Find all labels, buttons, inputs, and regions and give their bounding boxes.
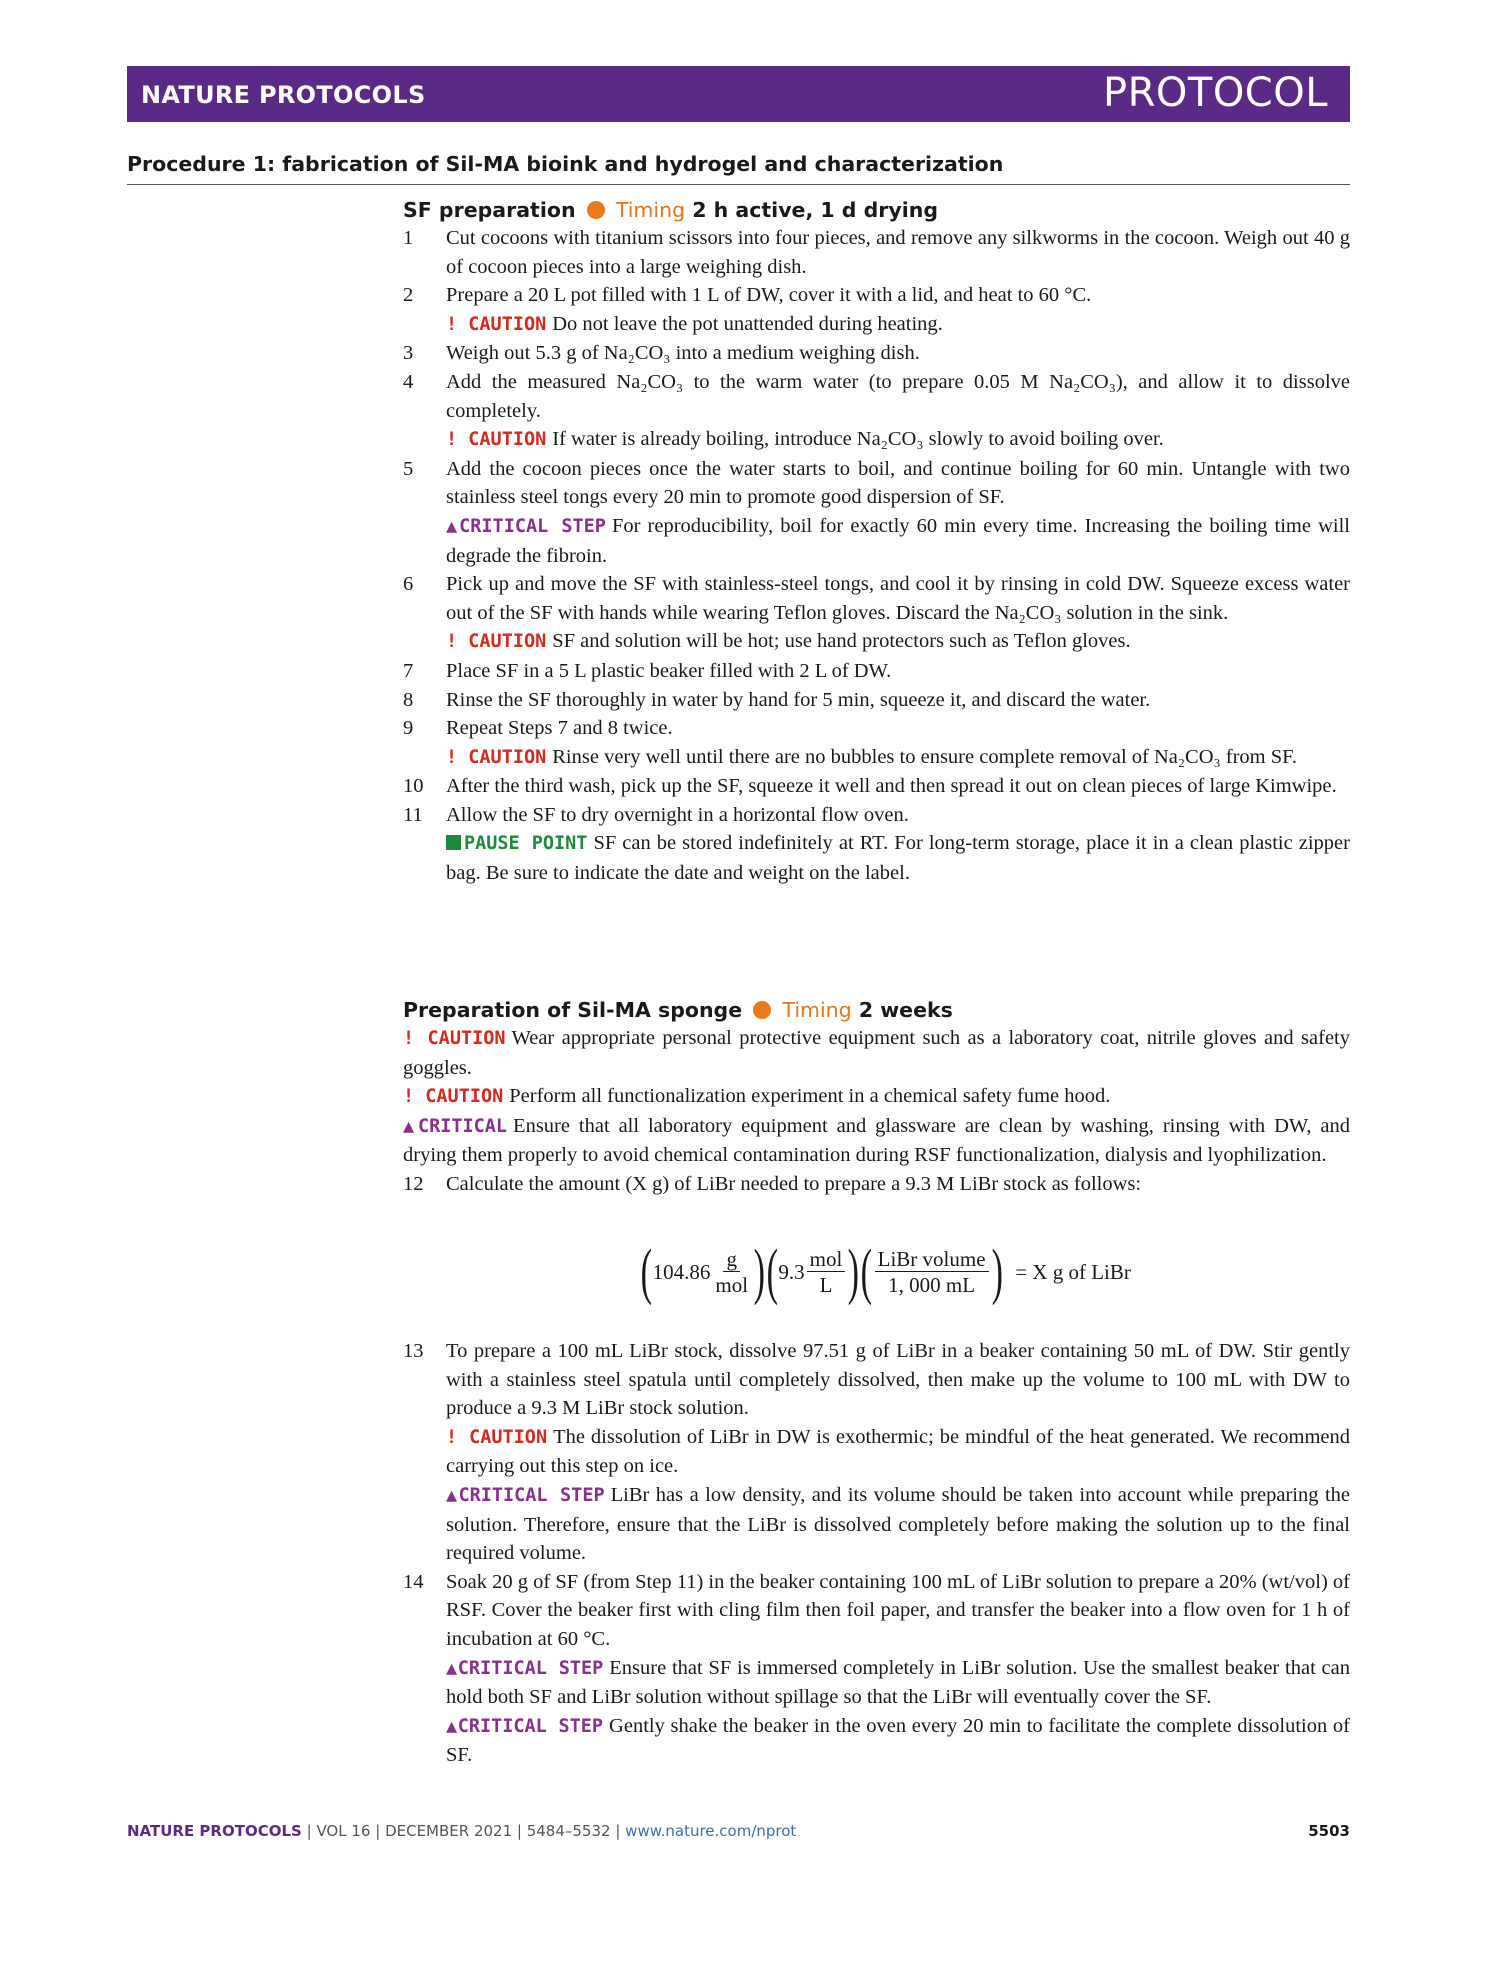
step-1: 1 Cut cocoons with titanium scissors into four pieces, and remove any silkworms in the cocoon. Weigh out 40 g of cocoon pieces into a large weighing dish.: [403, 227, 1350, 278]
caution-note: ! CAUTION SF and solution will be hot; use hand protectors such as Teflon gloves.: [446, 630, 1131, 653]
step-11: 11 Allow the SF to dry overnight in a horizontal flow oven. PAUSE POINT SF can be stored indefinitely at RT. For long-term storage, place it in a clean plastic zipper bag. Be sure to indicate the date and weight on the label.: [403, 801, 1350, 888]
step-6: 6 Pick up and move the SF with stainless-steel tongs, and cool it by rinsing in cold DW. Squeeze excess water out of the SF with hands while wearing Teflon gloves. Discard the Na₂CO₃ solution in the sink. ! CAUTION SF and solution will be hot; use hand protectors such as Teflon gloves.: [403, 570, 1350, 657]
critical-step-note: ▲CRITICAL STEP Ensure that SF is immersed completely in LiBr solution. Use the smallest beaker that can hold both SF and LiBr solution without spillage so that the LiBr will eventually cover the SF.: [446, 1656, 1350, 1709]
timing-dot-icon: [587, 201, 605, 219]
critical-step-note: ▲CRITICAL STEP Gently shake the beaker in the oven every 20 min to facilitate the complete dissolution of SF.: [446, 1714, 1351, 1767]
step-13: 13 To prepare a 100 mL LiBr stock, dissolve 97.51 g of LiBr in a beaker containing 50 mL of DW. Stir gently with a stainless steel spatula until completely dissolved, then make up the volume to 100 mL with DW to produce a 9.3 M LiBr stock solution. ! CAUTION The dissolution of LiBr in DW is exothermic; be mindful of the heat generated. We recommend carrying out this step on ice. ▲CRITICAL STEP LiBr has a low density, and its volume should be taken into account while preparing the solution. Therefore, ensure that the LiBr is dissolved completely before making the solution up to the final required volume.: [403, 1337, 1350, 1568]
critical-step-note: ▲CRITICAL STEP For reproducibility, boil for exactly 60 min every time. Increasing the boiling time will degrade the fibroin.: [446, 514, 1350, 567]
step-8: 8 Rinse the SF thoroughly in water by hand for 5 min, squeeze it, and discard the water.: [403, 688, 1151, 711]
page-number: 5503: [1308, 1822, 1350, 1840]
step-7: 7 Place SF in a 5 L plastic beaker filled with 2 L of DW.: [403, 659, 892, 682]
section-heading: Preparation of Sil-MA sponge Timing 2 weeks: [403, 998, 953, 1022]
step-5: 5 Add the cocoon pieces once the water starts to boil, and continue boiling for 60 min. Untangle with two stainless steel tongs every 20 min to promote good dispersion of SF. ▲CRITICAL STEP For reproducibility, boil for exactly 60 min every time. Increasing the boiling time will degrade the fibroin.: [403, 455, 1350, 570]
section-silma-sponge-continued: [403, 1337, 1350, 1770]
pause-point-note: PAUSE POINT SF can be stored indefinitely at RT. For long-term storage, place it in a clean plastic zipper bag. Be sure to indicate the date and weight on the label.: [446, 832, 1350, 885]
critical-note: ▲CRITICAL Ensure that all laboratory equipment and glassware are clean by washing, rinsing with DW, and drying them properly to avoid chemical contamination during RSF functionalization, dialysis and lyophilization.: [403, 1114, 1350, 1167]
pause-square-icon: [446, 835, 461, 850]
libr-equation: ( 104.86 $\frac{g}{\text{mol}}$ ) ( 9.3 $\frac{\text{mol}}{L}$ ) ( $\frac{\text{LiBr volume}}{1, 000 mL}$ ) = X g of LiBr: [640, 1238, 1131, 1306]
section-sf-preparation: [403, 196, 1350, 888]
caution-note: ! CAUTION Perform all functionalization experiment in a chemical safety fume hood.: [403, 1085, 1111, 1108]
section-heading: SF preparation Timing 2 h active, 1 d drying: [403, 198, 939, 222]
caution-note: ! CAUTION Rinse very well until there are no bubbles to ensure complete removal of Na₂CO₃ from SF.: [446, 745, 1298, 768]
timing-dot-icon: [753, 1001, 771, 1019]
journal-name: NATURE PROTOCOLS: [141, 81, 426, 109]
step-4: 4 Add the measured Na₂CO₃ to the warm water (to prepare 0.05 M Na₂CO₃), and allow it to dissolve completely. ! CAUTION If water is already boiling, introduce Na₂CO₃ slowly to avoid boiling over.: [403, 368, 1350, 455]
step-14: 14 Soak 20 g of SF (from Step 11) in the beaker containing 100 mL of LiBr solution to prepare a 20% (wt/vol) of RSF. Cover the beaker first with cling film then foil paper, and transfer the beaker into a flow oven for 1 h of incubation at 60 °C. ▲CRITICAL STEP Ensure that SF is immersed completely in LiBr solution. Use the smallest beaker that can hold both SF and LiBr solution without spillage so that the LiBr will eventually cover the SF. ▲CRITICAL STEP Gently shake the beaker in the oven every 20 min to facilitate the complete dissolution of SF.: [403, 1568, 1350, 1770]
article-type: PROTOCOL: [1102, 70, 1328, 116]
journal-banner: [127, 66, 1350, 122]
critical-step-note: ▲CRITICAL STEP LiBr has a low density, and its volume should be taken into account while preparing the solution. Therefore, ensure that the LiBr is dissolved completely before making the solution up to the final required volume.: [446, 1483, 1351, 1565]
section-silma-sponge: [403, 996, 1350, 1199]
caution-note: ! CAUTION Wear appropriate personal protective equipment such as a laboratory coat, nitrile gloves and safety goggles.: [403, 1027, 1350, 1079]
caution-note: ! CAUTION Do not leave the pot unattended during heating.: [446, 312, 943, 335]
step-10: 10 After the third wash, pick up the SF, squeeze it well and then spread it out on clean pieces of large Kimwipe.: [403, 775, 1337, 798]
caution-note: ! CAUTION If water is already boiling, introduce Na₂CO₃ slowly to avoid boiling over.: [446, 428, 1164, 451]
step-2: 2 Prepare a 20 L pot filled with 1 L of DW, cover it with a lid, and heat to 60 °C. ! CAUTION Do not leave the pot unattended during heating.: [403, 281, 1350, 339]
page-footer: NATURE PROTOCOLS | VOL 16 | DECEMBER 2021 | 5484–5532 | www.nature.com/nprot 5503: [127, 1822, 1350, 1840]
step-9: 9 Repeat Steps 7 and 8 twice. ! CAUTION Rinse very well until there are no bubbles to ensure complete removal of Na₂CO₃ from SF.: [403, 714, 1350, 772]
step-3: 3 Weigh out 5.3 g of Na₂CO₃ into a medium weighing dish.: [403, 342, 920, 365]
procedure-title: Procedure 1: fabrication of Sil-MA bioink and hydrogel and characterization: [127, 152, 1350, 185]
step-12: 12 Calculate the amount (X g) of LiBr needed to prepare a 9.3 M LiBr stock as follows:: [403, 1172, 1142, 1195]
caution-note: ! CAUTION The dissolution of LiBr in DW is exothermic; be mindful of the heat generated. We recommend carrying out this step on ice.: [446, 1425, 1351, 1478]
journal-link[interactable]: www.nature.com/nprot: [625, 1822, 797, 1840]
